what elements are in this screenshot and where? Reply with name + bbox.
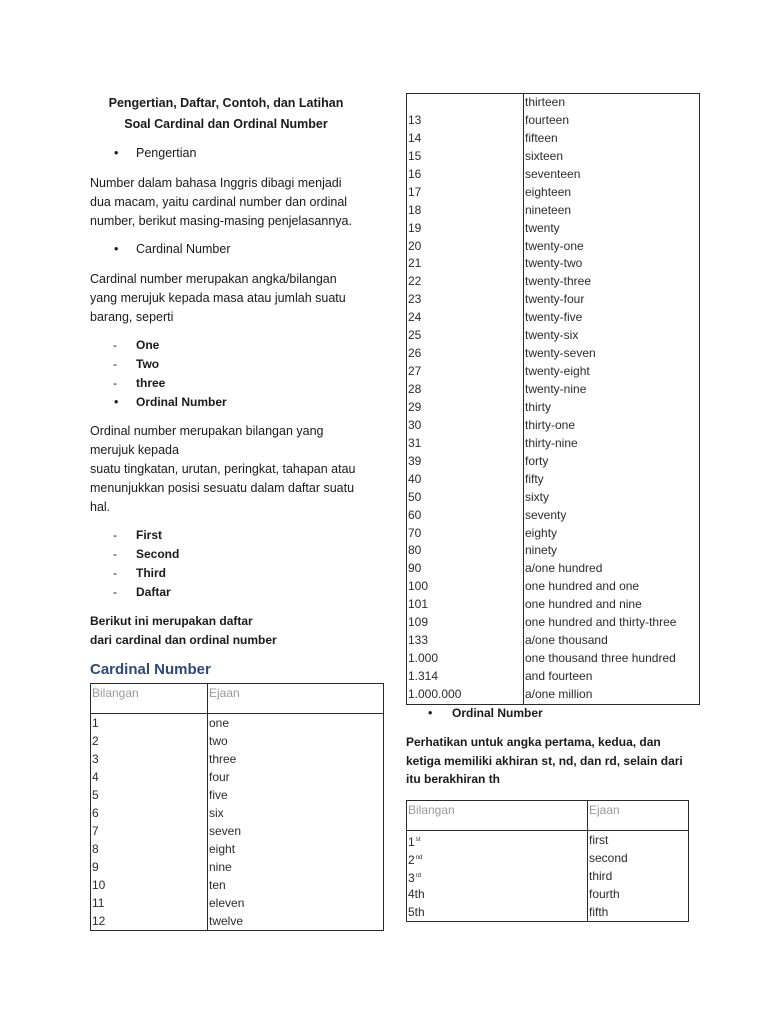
spelling-cell: nineteen: [523, 202, 699, 220]
cardinal-number-heading: Cardinal Number: [90, 661, 211, 678]
spelling-cell: sixteen: [523, 148, 699, 166]
text-line: dari cardinal dan ordinal number: [90, 632, 277, 647]
table-row: [91, 804, 383, 822]
bullet-pengertian: [114, 144, 196, 163]
list-item: [113, 564, 179, 583]
number-cell: [407, 94, 523, 112]
table-row: [407, 686, 699, 704]
list-marker: -: [113, 546, 117, 561]
table-row: [407, 381, 699, 399]
spelling-cell: a/one thousand: [523, 632, 699, 650]
table-row: [407, 220, 699, 238]
spelling-cell: eighty: [523, 525, 699, 543]
spelling-cell: twenty-six: [523, 327, 699, 345]
table-row: [407, 327, 699, 345]
spelling-cell: third: [587, 867, 688, 885]
spelling-cell: and fourteen: [523, 668, 699, 686]
spelling-cell: seven: [207, 822, 383, 840]
table-row: [91, 732, 383, 750]
bullet-text: Pengertian: [136, 146, 197, 160]
text-line: yang merujuk kepada masa atau jumlah suatu: [90, 290, 346, 305]
spelling-cell: twenty-one: [523, 238, 699, 256]
spelling-cell: a/one hundred: [523, 560, 699, 578]
number-cell: 20: [408, 238, 422, 253]
table-row: [407, 650, 699, 668]
number-cell: 15: [408, 148, 422, 163]
table-row: [407, 903, 688, 921]
text-line: Perhatikan untuk angka pertama, kedua, dan: [406, 735, 661, 749]
number-cell: 1.000: [408, 651, 439, 666]
number-cell: 5: [92, 788, 99, 802]
number-cell: 13: [408, 112, 422, 127]
list-item: [113, 583, 179, 602]
number-cell: 2: [92, 734, 99, 748]
number-cell: 80: [408, 543, 422, 558]
number-cell: 39: [408, 453, 422, 468]
number-cell: 30: [408, 417, 422, 432]
cardinal-table: [90, 683, 384, 931]
number-cell: [407, 831, 587, 849]
spelling-cell: fourteen: [523, 112, 699, 130]
spelling-cell: ninety: [523, 542, 699, 560]
number-cell: 29: [408, 399, 422, 414]
table-row: [407, 560, 699, 578]
table-row: [407, 632, 699, 650]
list-item: [113, 526, 179, 545]
list-item-text: First: [136, 527, 163, 542]
cardinal-table-continued: [406, 93, 700, 705]
paragraph-ordinal-note: [406, 733, 683, 789]
table-row: [407, 184, 699, 202]
cardinal-examples-list: [113, 336, 165, 393]
list-item-text: Two: [136, 356, 160, 371]
table-row: [407, 831, 688, 849]
spelling-cell: one hundred and thirty-three: [523, 614, 699, 632]
table-row: [407, 614, 699, 632]
table-row: [407, 471, 699, 489]
table-row: [91, 912, 383, 930]
list-item: [113, 355, 165, 374]
table-row: [407, 542, 699, 560]
list-marker: -: [113, 356, 117, 371]
number-cell: 27: [408, 364, 422, 379]
spelling-cell: eleven: [207, 894, 383, 912]
text-line: merujuk kepada: [90, 442, 179, 457]
table-row: [407, 130, 699, 148]
text-line: Soal Cardinal dan Ordinal Number: [124, 117, 328, 131]
bullet-ordinal-number: [114, 393, 227, 412]
list-item-text: Third: [136, 565, 166, 580]
table-row: [407, 94, 699, 112]
spelling-cell: twenty-two: [523, 255, 699, 273]
text-line: Pengertian, Daftar, Contoh, dan Latihan: [108, 96, 344, 110]
header-ejaan: Ejaan: [207, 684, 383, 713]
spelling-cell: thirty-one: [523, 417, 699, 435]
text-line: Cardinal number merupakan angka/bilangan: [90, 271, 337, 286]
list-marker: -: [113, 527, 117, 542]
spelling-cell: two: [207, 732, 383, 750]
number-cell: 4: [92, 770, 99, 784]
ordinal-examples-list: [113, 526, 179, 602]
bullet-cardinal-number: [114, 240, 230, 259]
spelling-cell: one hundred and nine: [523, 596, 699, 614]
number-cell: 17: [408, 184, 422, 199]
spelling-cell: one thousand three hundred: [523, 650, 699, 668]
bullet-marker: •: [114, 394, 119, 409]
table-row: [407, 867, 688, 885]
number-cell: 1.314: [408, 669, 439, 683]
number-cell: 70: [408, 525, 422, 540]
number-value: 5th: [408, 905, 425, 919]
number-cell: [407, 849, 587, 867]
spelling-cell: second: [587, 849, 688, 867]
number-cell: [407, 885, 587, 903]
number-cell: 100: [408, 579, 429, 594]
number-value: 2: [408, 853, 415, 867]
spelling-cell: twenty-seven: [523, 345, 699, 363]
text-line: itu berakhiran th: [406, 772, 501, 786]
number-cell: 9: [92, 860, 99, 874]
table-row: [407, 112, 699, 130]
spelling-cell: thirteen: [523, 94, 699, 112]
spelling-cell: thirty-nine: [523, 435, 699, 453]
number-cell: [407, 867, 587, 885]
table-row: [407, 668, 699, 686]
table-body: [407, 831, 688, 921]
spelling-cell: eighteen: [523, 184, 699, 202]
list-item-text: One: [136, 337, 160, 352]
number-cell: 21: [408, 256, 422, 271]
spelling-cell: eight: [207, 840, 383, 858]
text-line: barang, seperti: [90, 309, 174, 324]
spelling-cell: three: [207, 750, 383, 768]
number-cell: 12: [92, 914, 106, 928]
text-line: Number dalam bahasa Inggris dibagi menjadi: [90, 175, 342, 190]
number-cell: [407, 903, 587, 921]
table-row: [91, 822, 383, 840]
number-cell: 31: [408, 435, 422, 450]
spelling-cell: five: [207, 786, 383, 804]
spelling-cell: first: [587, 831, 688, 849]
header-bilangan: Bilangan: [408, 803, 455, 817]
text-line: suatu tingkatan, urutan, peringkat, tahapan atau: [90, 461, 356, 476]
paragraph-cardinal: [90, 270, 346, 327]
number-cell: 18: [408, 202, 422, 217]
number-cell: 8: [92, 842, 99, 856]
table-row: [407, 525, 699, 543]
paragraph-ordinal: [90, 422, 355, 517]
text-line: Berikut ini merupakan daftar: [90, 613, 253, 628]
number-cell: 50: [408, 489, 422, 504]
number-value: 1: [408, 835, 415, 849]
table-row: [407, 417, 699, 435]
ordinal-table: [406, 800, 689, 922]
number-cell: 19: [408, 220, 422, 235]
spelling-cell: twenty-three: [523, 273, 699, 291]
number-cell: 7: [92, 824, 99, 838]
number-cell: 26: [408, 346, 422, 361]
text-line: ketiga memiliki akhiran st, nd, dan rd, selain dari: [406, 753, 683, 768]
spelling-cell: seventy: [523, 507, 699, 525]
number-cell: 40: [408, 471, 422, 486]
document-title: [78, 93, 374, 135]
header-ejaan: Ejaan: [587, 801, 688, 830]
bullet-marker: •: [428, 705, 433, 720]
table-row: [407, 885, 688, 903]
paragraph-pengertian: [90, 174, 352, 231]
spelling-cell: ten: [207, 876, 383, 894]
number-cell: 10: [92, 878, 106, 892]
table-row: [407, 453, 699, 471]
bullet-text: Ordinal Number: [136, 394, 227, 409]
bullet-marker: •: [114, 242, 119, 256]
spelling-cell: one hundred and one: [523, 578, 699, 596]
number-cell: 25: [408, 328, 422, 343]
number-cell: 6: [92, 806, 99, 820]
spelling-cell: twenty-four: [523, 291, 699, 309]
table-row: [407, 435, 699, 453]
spelling-cell: forty: [523, 453, 699, 471]
table-row: [91, 876, 383, 894]
spelling-cell: twenty-nine: [523, 381, 699, 399]
table-row: [407, 291, 699, 309]
list-item-text: three: [136, 375, 166, 390]
table-row: [407, 849, 688, 867]
header-bilangan: Bilangan: [92, 686, 139, 700]
table-row: [407, 148, 699, 166]
table-row: [407, 489, 699, 507]
list-item: [113, 545, 179, 564]
number-cell: 60: [408, 507, 422, 522]
number-cell: 14: [408, 130, 422, 145]
ordinal-suffix: st: [415, 837, 421, 843]
number-cell: 16: [408, 166, 422, 181]
spelling-cell: one: [207, 714, 383, 732]
text-line: hal.: [90, 499, 111, 514]
number-cell: 109: [408, 615, 429, 630]
table-row: [91, 750, 383, 768]
paragraph-daftar: [90, 612, 277, 650]
ordinal-suffix: rd: [415, 873, 422, 879]
spelling-cell: twenty: [523, 220, 699, 238]
spelling-cell: twenty-eight: [523, 363, 699, 381]
number-cell: 22: [408, 274, 422, 289]
list-item: [113, 374, 165, 393]
spelling-cell: a/one million: [523, 686, 699, 704]
bullet-text: Cardinal Number: [136, 242, 231, 256]
text-line: menunjukkan posisi sesuatu dalam daftar suatu: [90, 480, 355, 495]
number-cell: 3: [92, 752, 99, 766]
table-row: [91, 768, 383, 786]
text-line: dua macam, yaitu cardinal number dan ordinal: [90, 194, 348, 209]
table-row: [407, 596, 699, 614]
bullet-text: Ordinal Number: [452, 705, 543, 720]
number-cell: 23: [408, 292, 422, 307]
spelling-cell: fifteen: [523, 130, 699, 148]
number-cell: 11: [92, 896, 105, 910]
table-row: [91, 894, 383, 912]
table-row: [407, 238, 699, 256]
spelling-cell: four: [207, 768, 383, 786]
spelling-cell: six: [207, 804, 383, 822]
table-row: [91, 786, 383, 804]
table-header: [407, 801, 688, 831]
table-header: [91, 684, 383, 714]
list-marker: -: [113, 375, 117, 390]
list-item: [113, 336, 165, 355]
spelling-cell: seventeen: [523, 166, 699, 184]
table-row: [407, 345, 699, 363]
bullet-marker: •: [114, 146, 119, 160]
text-line: Ordinal number merupakan bilangan yang: [90, 423, 324, 438]
list-marker: -: [113, 584, 117, 599]
spelling-cell: twelve: [207, 912, 383, 930]
table-row: [91, 858, 383, 876]
table-row: [407, 578, 699, 596]
table-row: [407, 399, 699, 417]
table-row: [407, 202, 699, 220]
number-cell: 28: [408, 382, 422, 396]
spelling-cell: fourth: [587, 885, 688, 903]
table-row: [407, 507, 699, 525]
spelling-cell: fifth: [587, 903, 688, 921]
spelling-cell: thirty: [523, 399, 699, 417]
ordinal-suffix: nd: [415, 855, 423, 861]
table-row: [407, 273, 699, 291]
table-row: [91, 840, 383, 858]
number-value: 4th: [408, 887, 425, 901]
spelling-cell: nine: [207, 858, 383, 876]
spelling-cell: twenty-five: [523, 309, 699, 327]
list-marker: -: [113, 565, 117, 580]
text-line: number, berikut masing-masing penjelasannya.: [90, 213, 352, 228]
number-value: 3: [408, 871, 415, 885]
number-cell: 1.000.000: [408, 686, 462, 701]
list-marker: -: [113, 337, 117, 352]
number-cell: 133: [408, 633, 429, 648]
number-cell: 101: [408, 597, 429, 612]
table-row: [407, 255, 699, 273]
bullet-ordinal-number-section: [428, 704, 543, 723]
table-row: [91, 714, 383, 732]
spelling-cell: fifty: [523, 471, 699, 489]
table-body: [91, 714, 383, 930]
spelling-cell: sixty: [523, 489, 699, 507]
table-row: [407, 166, 699, 184]
number-cell: 24: [408, 310, 422, 325]
number-cell: 90: [408, 561, 422, 576]
list-item-text: Daftar: [136, 584, 171, 599]
table-body: [407, 94, 699, 704]
table-row: [407, 363, 699, 381]
table-row: [407, 309, 699, 327]
list-item-text: Second: [136, 546, 180, 561]
number-cell: 1: [92, 716, 99, 730]
